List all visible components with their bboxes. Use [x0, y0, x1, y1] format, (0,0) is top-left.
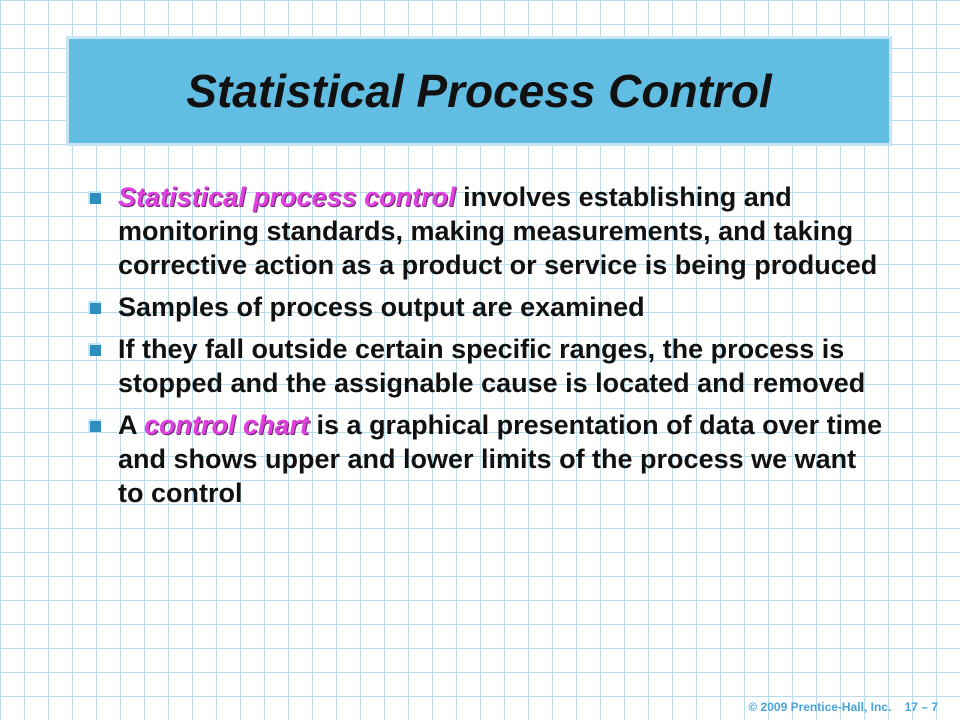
title-banner [66, 36, 892, 146]
bullet-list [86, 180, 886, 518]
bullet-text: Samples of process output are examined [118, 292, 645, 322]
square-bullet-icon [88, 191, 101, 204]
square-bullet-icon [88, 419, 101, 432]
copyright-notice: © 2009 Prentice-Hall, Inc. [748, 700, 892, 714]
bullet-prefix: A [118, 410, 144, 440]
square-bullet-icon [88, 343, 101, 356]
bullet-item-spc-definition [86, 180, 886, 282]
page-number: 17 – 7 [904, 700, 938, 714]
slide-footer [738, 700, 938, 714]
bullet-text: involves establishing and monitoring standards, making measurements, and taking corrective action as a product or service is being produced [118, 182, 878, 280]
bullet-item-ranges [86, 332, 886, 400]
bullet-text: is a graphical presentation of data over time and shows upper and lower limits of the process we want to control [118, 410, 883, 508]
bullet-item-control-chart [86, 408, 886, 510]
bullet-text: If they fall outside certain specific ranges, the process is stopped and the assignable cause is located and removed [118, 334, 866, 398]
bullet-item-samples [86, 290, 886, 324]
slide-title: Statistical Process Control [186, 65, 772, 117]
key-term: control chart [144, 410, 310, 440]
square-bullet-icon [88, 301, 101, 314]
key-term: Statistical process control [118, 182, 456, 212]
